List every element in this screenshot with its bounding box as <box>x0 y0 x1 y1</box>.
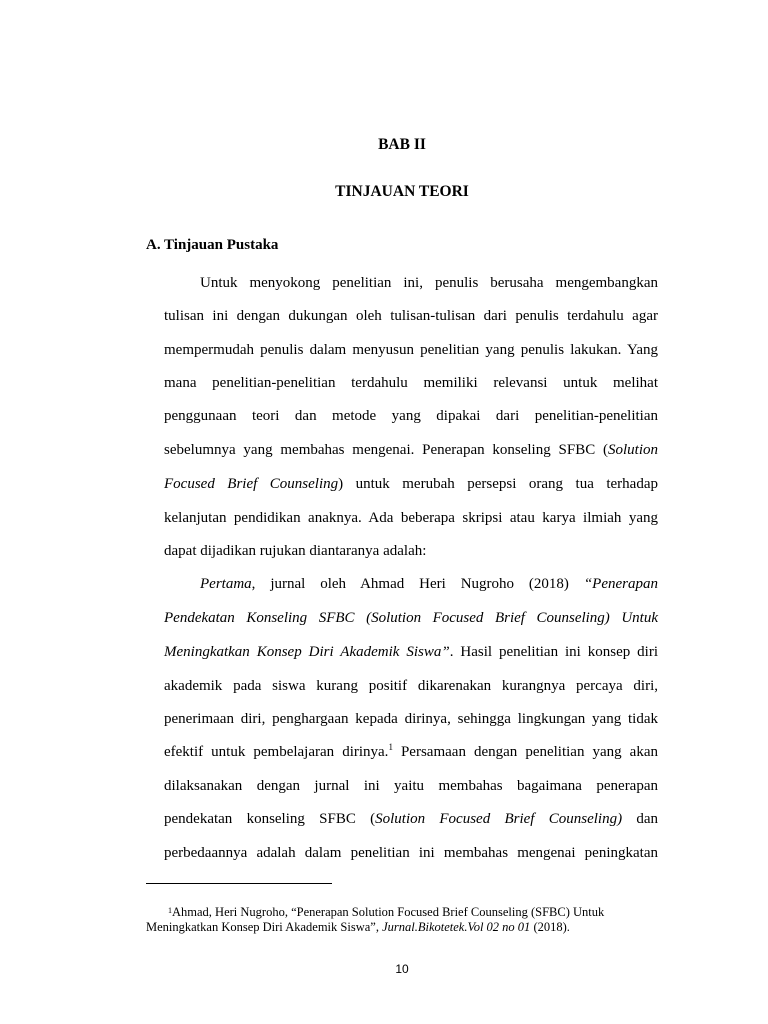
paragraph-line: perbedaannya adalah dalam penelitian ini membahas mengenai peningkatan <box>164 845 658 861</box>
footnote-line <box>146 920 646 935</box>
italic-journal: Jurnal.Bikotetek.Vol 02 no 01 <box>382 920 531 934</box>
text-run: pendekatan konseling SFBC ( <box>164 811 376 827</box>
paragraph-line: dapat dijadikan rujukan diantaranya adalah: <box>164 543 427 559</box>
text-run: (2018). <box>530 920 570 934</box>
paragraph-line <box>164 474 658 494</box>
text-run: , jurnal oleh Ahmad Heri Nugroho (2018) <box>251 576 584 592</box>
italic-term: Focused Brief Counseling <box>164 476 339 492</box>
paragraph-line: dilaksanakan dengan jurnal ini yaitu membahas bagaimana penerapan <box>164 778 658 794</box>
footnote <box>146 905 646 935</box>
paragraph-line <box>164 608 658 628</box>
paragraph-line: mempermudah penulis dalam menyusun penelitian yang penulis lakukan. Yang <box>164 342 658 358</box>
text-run: ) untuk merubah persepsi orang tua terhadap <box>338 476 658 492</box>
text-run: Persamaan dengan penelitian yang akan <box>392 744 658 760</box>
paragraph-line: mana penelitian-penelitian terdahulu memiliki relevansi untuk melihat <box>164 375 658 391</box>
footnote-line <box>146 905 646 920</box>
paragraph-line: kelanjutan pendidikan anaknya. Ada beberapa skripsi atau karya ilmiah yang <box>164 510 658 526</box>
footnote-marker: 1 <box>168 906 172 915</box>
text-run: efektif untuk pembelajaran dirinya. <box>164 744 389 760</box>
italic-title: Pendekatan Konseling SFBC (Solution Focused Brief Counseling) Untuk <box>164 610 658 626</box>
footnote-reference[interactable]: 1 <box>388 742 393 752</box>
italic-title: “Penerapan <box>583 576 658 592</box>
chapter-title: TINJAUAN TEORI <box>335 183 469 200</box>
footnote-separator <box>146 883 332 884</box>
page-number: 10 <box>395 962 409 976</box>
paragraph-line <box>200 574 658 594</box>
text-run: dan <box>622 811 658 827</box>
text-run: Meningkatkan Konsep Diri Akademik Siswa”, <box>146 920 383 934</box>
text-run: . Hasil penelitian ini konsep diri <box>449 644 659 660</box>
italic-term: Solution <box>607 442 658 458</box>
italic-term: Pertama <box>200 576 252 592</box>
italic-term: Solution Focused Brief Counseling) <box>375 811 623 827</box>
paragraph-line <box>164 440 658 460</box>
italic-title: Meningkatkan Konsep Diri Akademik Siswa” <box>164 644 450 660</box>
paragraph-line: tulisan ini dengan dukungan oleh tulisan-tulisan dari penulis terdahulu agar <box>164 308 658 324</box>
chapter-number: BAB II <box>378 136 426 153</box>
text-run: Ahmad, Heri Nugroho, “Penerapan Solution Focused Brief Counseling (SFBC) Untuk <box>172 905 605 919</box>
paragraph-line <box>164 809 658 829</box>
text-run: sebelumnya yang membahas mengenai. Penerapan konseling SFBC ( <box>164 442 608 458</box>
section-heading: A. Tinjauan Pustaka <box>146 237 279 253</box>
paragraph-line <box>164 642 658 662</box>
paragraph-line: Untuk menyokong penelitian ini, penulis berusaha mengembangkan <box>200 275 658 291</box>
paragraph-line <box>164 742 658 762</box>
paragraph-line: akademik pada siswa kurang positif dikarenakan kurangnya percaya diri, <box>164 678 658 694</box>
paragraph-line: penggunaan teori dan metode yang dipakai dari penelitian-penelitian <box>164 408 658 424</box>
paragraph-line: penerimaan diri, penghargaan kepada dirinya, sehingga lingkungan yang tidak <box>164 711 658 727</box>
